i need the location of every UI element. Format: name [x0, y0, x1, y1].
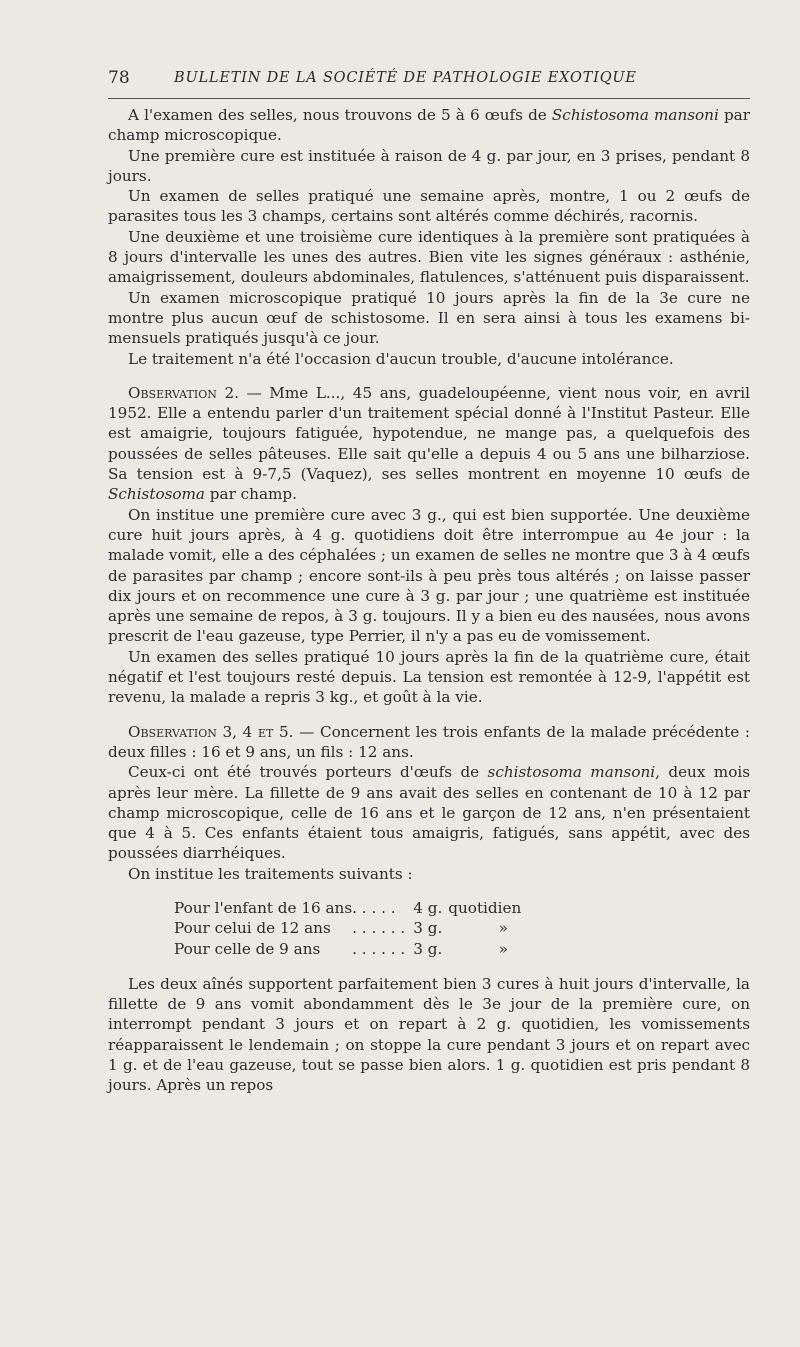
species-name: schistosoma mansoni	[487, 763, 656, 782]
text-run: A l'examen des selles, nous trouvons de 5 à 6 œufs de	[128, 106, 552, 124]
paragraph	[108, 105, 750, 146]
text-run: par champ.	[204, 485, 297, 504]
text-run: , deux mois après leur mère. La fillette de 9 ans avait des selles en contenant de 10 à 12 par champ microscopique, celle de 16 ans et le garçon de 12 ans, n'en présentaient que 4 à 5. Ces enfants étaient tous amaigris, fatigués, sans appétit, avec des poussées diarrhéiques.	[108, 763, 750, 863]
paragraph: Les deux aînés supportent parfaitement bien 3 cures à huit jours d'intervalle, la fillette de 9 ans vomit abondamment dès le 3e jour de la première cure, on interrompt pendant 3 jours et on repart à 2 g. quotidien, les vomissements réapparaissent le lendemain ; on stoppe la cure pendant 3 jours et on repart avec 1 g. et de l'eau gazeuse, tout se passe bien alors. 1 g. quotidien est pris pendant 8 jours. Après un repos	[108, 974, 750, 1095]
dose-frequency: »	[498, 939, 508, 958]
paragraph: On institue les traitements suivants :	[128, 864, 413, 883]
table-row	[174, 939, 558, 959]
text-run: Ceux-ci ont été trouvés porteurs d'œufs de	[128, 763, 488, 782]
paragraph: Un examen de selles pratiqué une semaine après, montre, 1 ou 2 œufs de parasites tous les 3 champs, certains sont altérés comme déchirés, racornis.	[108, 187, 750, 226]
dosage-table	[174, 898, 558, 959]
paragraph: Une première cure est instituée à raison de 4 g. par jour, en 3 prises, pendant 8 jours.	[108, 146, 750, 185]
dose-frequency: »	[498, 919, 508, 938]
dose-recipient: Pour celle de 9 ans	[174, 939, 321, 958]
table-row	[174, 918, 558, 938]
leader-dots: . . . . . .	[352, 919, 406, 938]
page-header	[108, 68, 750, 92]
observation-label: Observation 3, 4 et 5.	[128, 722, 294, 741]
dose-amount: 3 g.	[413, 939, 443, 958]
table-row	[174, 898, 558, 918]
dose-amount: 3 g.	[413, 919, 443, 938]
text-run: — Mme L..., 45 ans, guadeloupéenne, vient nous voir, en avril 1952. Elle a entendu parler d'un traitement spécial donné à l'Institut Pasteur. Elle est amaigrie, toujours fatiguée, hypotendue, ne mange pas, a quelquefois des poussées de selles pâteuses. Elle sait qu'elle a depuis 4 ou 5 ans une bilharziose. Sa tension est à 9-7,5 (Vaquez), ses selles montrent en moyenne 10 œufs de	[108, 383, 750, 484]
page-number: 78	[108, 68, 130, 88]
body-text	[108, 105, 750, 1096]
dose-recipient: Pour celui de 12 ans	[174, 919, 331, 938]
observation-3-4-5	[108, 722, 750, 763]
leader-dots: . . . . .	[352, 898, 396, 917]
paragraph: On institue une première cure avec 3 g., qui est bien supportée. Une deuxième cure huit jours après, à 4 g. quotidiens doit être interrompue au 4e jour : la malade vomit, elle a des céphalées ; un examen de selles ne montre que 3 à 4 œufs de parasites par champ ; encore sont-ils à peu près tous altérés ; on laisse passer dix jours et on recommence une cure à 3 g. par jour ; une quatrième est instituée après une semaine de repos, à 3 g. toujours. Il y a bien eu des nausées, nous avons prescrit de l'eau gazeuse, type Perrier, il n'y a pas eu de vomissement.	[108, 505, 750, 646]
dose-recipient: Pour l'enfant de 16 ans	[174, 898, 353, 917]
paragraph: Le traitement n'a été l'occasion d'aucun trouble, d'aucune intolérance.	[128, 349, 674, 368]
paragraph: Une deuxième et une troisième cure identiques à la première sont pratiquées à 8 jours d'intervalle les unes des autres. Bien vite les signes généraux : asthénie, amaigrissement, douleurs abdominales, flatulences, s'atténuent puis disparaissent.	[108, 227, 750, 287]
dose-amount: 4 g.	[413, 898, 443, 917]
paragraph: Un examen des selles pratiqué 10 jours après la fin de la quatrième cure, était négatif et l'est toujours resté depuis. La tension est remontée à 12-9, l'appétit est revenu, la malade a repris 3 kg., et goût à la vie.	[108, 647, 750, 707]
text-run: — Concernent les trois enfants de la malade précédente : deux filles : 16 et 9 ans, un fils : 12 ans.	[108, 722, 750, 761]
running-title: BULLETIN DE LA SOCIÉTÉ DE PATHOLOGIE EXOTIQUE	[174, 70, 637, 86]
text-run: par champ microscopique.	[108, 106, 750, 145]
observation-label: Observation 2.	[128, 383, 239, 402]
observation-2	[108, 383, 750, 505]
header-rule	[108, 98, 750, 99]
dose-frequency: quotidien	[448, 898, 522, 917]
paragraph	[108, 762, 750, 863]
species-name: Schistosoma mansoni	[551, 106, 719, 124]
paragraph: Un examen microscopique pratiqué 10 jours après la fin de la 3e cure ne montre plus aucun œuf de schistosome. Il en sera ainsi à tous les examens bi-mensuels pratiqués jusqu'à ce jour.	[108, 288, 750, 348]
species-name: Schistosoma	[108, 485, 205, 504]
leader-dots: . . . . . .	[352, 939, 406, 958]
